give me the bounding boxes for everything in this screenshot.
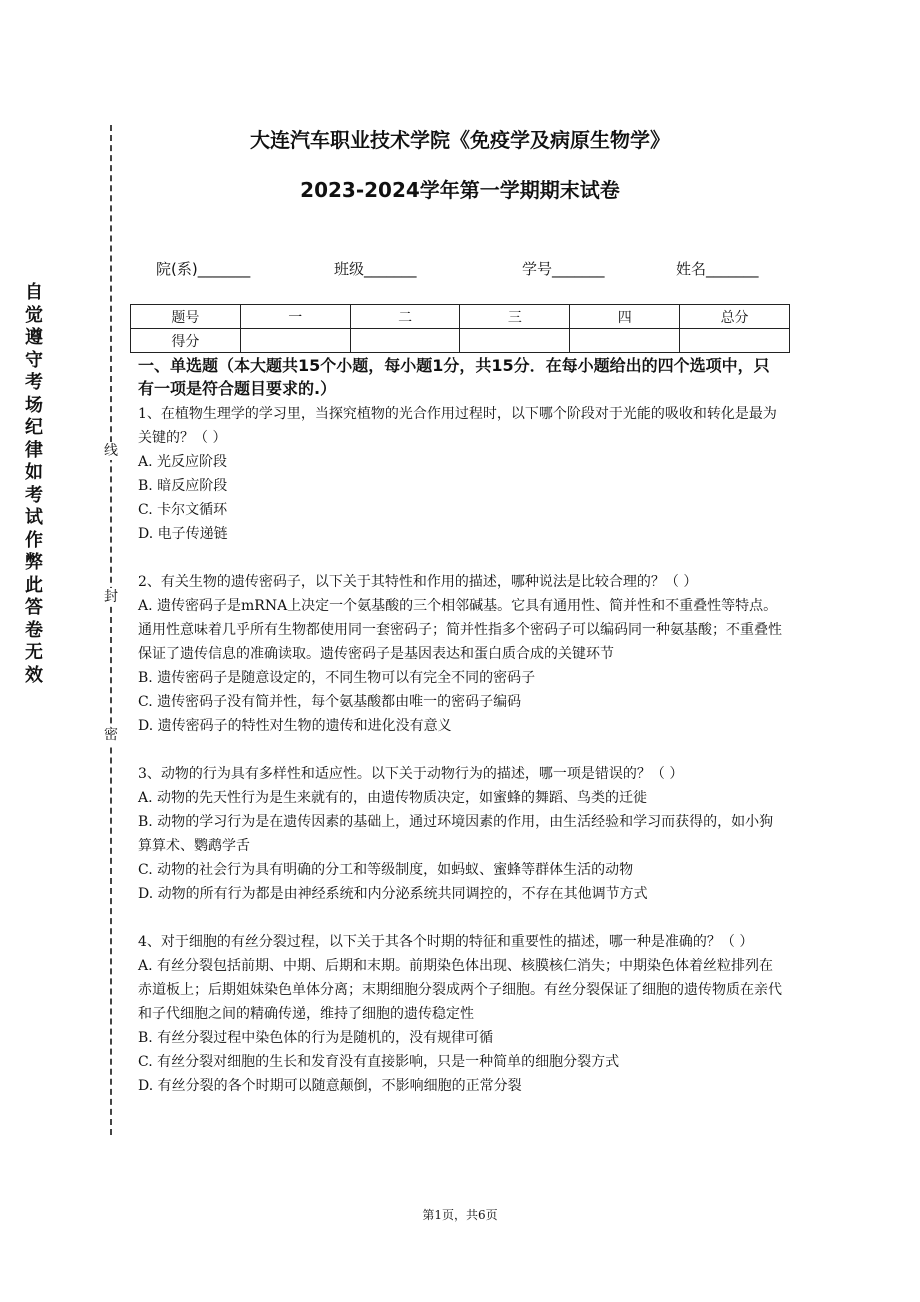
question-2: [138, 570, 784, 738]
score-cell[interactable]: [570, 329, 680, 353]
option: D. 动物的所有行为都是由神经系统和内分泌系统共同调控的，不存在其他调节方式: [138, 886, 648, 902]
option: C. 有丝分裂对细胞的生长和发育没有直接影响，只是一种简单的细胞分裂方式: [138, 1054, 620, 1070]
score-header-cell: 题号: [131, 305, 241, 329]
score-cell[interactable]: [350, 329, 460, 353]
section-title: 一、单选题（本大题共15个小题，每小题1分，共15分．在每小题给出的四个选项中，只有一项是符合题目要求的.）: [138, 356, 770, 398]
option: D. 有丝分裂的各个时期可以随意颠倒，不影响细胞的正常分裂: [138, 1078, 522, 1094]
seal-label-xian: 线: [104, 443, 118, 459]
score-header-cell: 一: [240, 305, 350, 329]
class-field[interactable]: 班级_______: [334, 260, 417, 278]
seal-label-feng: 封: [104, 589, 118, 605]
seal-dashed-line: [110, 125, 112, 1135]
question-stem: 4、对于细胞的有丝分裂过程，以下关于其各个时期的特征和重要性的描述，哪一种是准确的？（ ）: [138, 934, 754, 950]
exam-title-line1: 大连汽车职业技术学院《免疫学及病原生物学》: [250, 128, 670, 152]
seal-label-mi: 密: [104, 727, 118, 743]
exam-rules-side-note: 自觉遵守考场纪律如考试作弊此答卷无效: [25, 282, 43, 686]
question-4: [138, 930, 784, 1098]
name-field[interactable]: 姓名_______: [676, 260, 759, 278]
department-field[interactable]: 院(系)_______: [156, 260, 251, 278]
option: B. 有丝分裂过程中染色体的行为是随机的，没有规律可循: [138, 1030, 494, 1046]
score-table-score-row: [131, 329, 790, 353]
option: B. 暗反应阶段: [138, 478, 228, 494]
score-table: [130, 304, 790, 353]
question-stem: 3、动物的行为具有多样性和适应性。以下关于动物行为的描述，哪一项是错误的？（ ）: [138, 766, 684, 782]
question-stem: 1、在植物生理学的学习里，当探究植物的光合作用过程时，以下哪个阶段对于光能的吸收和转化是最为关键的？（ ）: [138, 406, 777, 446]
option: D. 遗传密码子的特性对生物的遗传和进化没有意义: [138, 718, 452, 734]
score-cell[interactable]: [240, 329, 350, 353]
page-footer: 第1页，共6页: [422, 1208, 498, 1222]
score-header-cell: 二: [350, 305, 460, 329]
option: A. 遗传密码子是mRNA上决定一个氨基酸的三个相邻碱基。它具有通用性、简并性和不重叠性等特点。通用性意味着几乎所有生物都使用同一套密码子；简并性指多个密码子可以编码同一种氨基酸；不重叠性保证了遗传信息的准确读取。遗传密码子是基因表达和蛋白质合成的关键环节: [138, 598, 782, 662]
option: A. 有丝分裂包括前期、中期、后期和末期。前期染色体出现、核膜核仁消失；中期染色体着丝粒排列在赤道板上；后期姐妹染色单体分离；末期细胞分裂成两个子细胞。有丝分裂保证了细胞的遗传物质在亲代和子代细胞之间的精确传递，维持了细胞的遗传稳定性: [138, 958, 782, 1022]
option: A. 光反应阶段: [138, 454, 228, 470]
score-row-label: 得分: [131, 329, 241, 353]
score-header-cell: 三: [460, 305, 570, 329]
score-header-cell: 四: [570, 305, 680, 329]
option: D. 电子传递链: [138, 526, 228, 542]
score-table-header-row: [131, 305, 790, 329]
score-cell[interactable]: [460, 329, 570, 353]
option: C. 遗传密码子没有简并性，每个氨基酸都由唯一的密码子编码: [138, 694, 522, 710]
question-3: [138, 762, 784, 906]
exam-title-line2: 2023-2024学年第一学期期末试卷: [300, 178, 620, 202]
question-stem: 2、有关生物的遗传密码子，以下关于其特性和作用的描述，哪种说法是比较合理的？（ ）: [138, 574, 698, 590]
option: C. 卡尔文循环: [138, 502, 228, 518]
option: C. 动物的社会行为具有明确的分工和等级制度，如蚂蚁、蜜蜂等群体生活的动物: [138, 862, 634, 878]
option: A. 动物的先天性行为是生来就有的，由遗传物质决定，如蜜蜂的舞蹈、鸟类的迁徙: [138, 790, 648, 806]
student-id-field[interactable]: 学号_______: [522, 260, 605, 278]
exam-content: [138, 354, 784, 1122]
option: B. 动物的学习行为是在遗传因素的基础上，通过环境因素的作用，由生活经验和学习而获得的，如小狗算算术、鹦鹉学舌: [138, 814, 774, 854]
score-header-cell: 总分: [680, 305, 790, 329]
question-1: [138, 402, 784, 546]
option: B. 遗传密码子是随意设定的，不同生物可以有完全不同的密码子: [138, 670, 536, 686]
score-cell[interactable]: [680, 329, 790, 353]
